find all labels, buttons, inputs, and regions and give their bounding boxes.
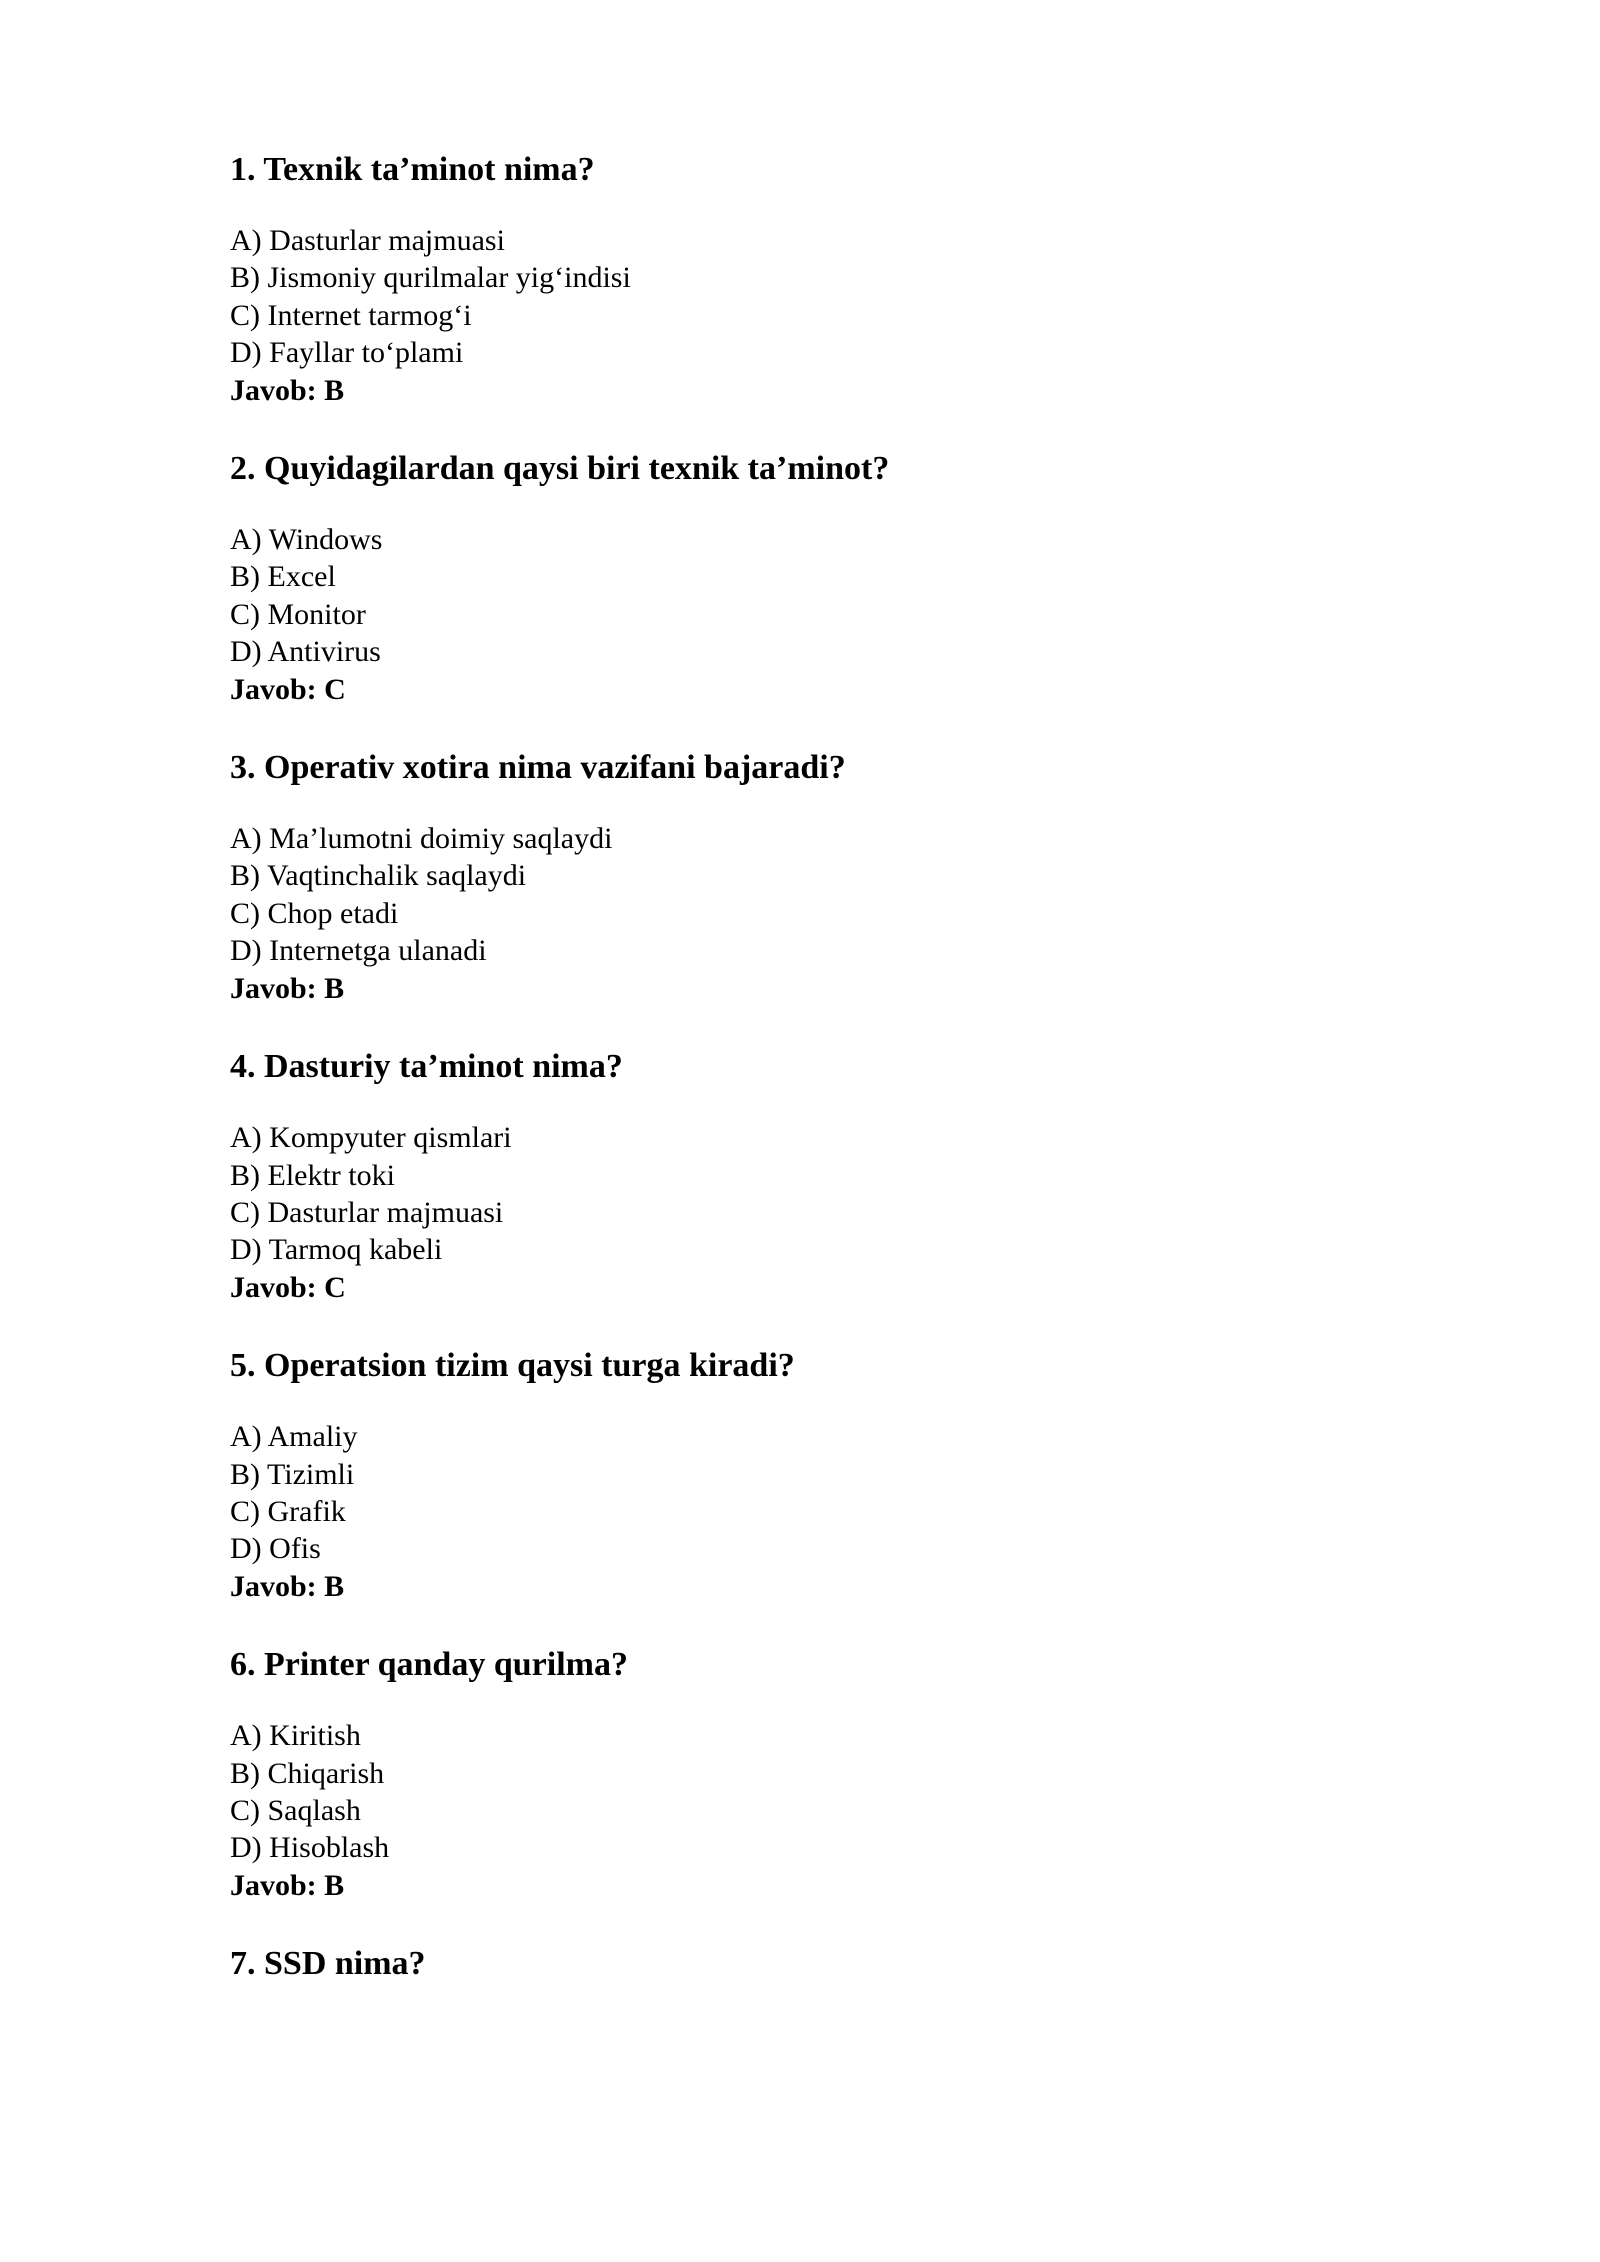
- option-d: D) Ofis: [230, 1532, 321, 1566]
- answer: Javob: B: [230, 971, 345, 1005]
- option-c: C) Dasturlar majmuasi: [230, 1195, 504, 1229]
- document-page: [230, 150, 1430, 2024]
- question-title: 4. Dasturiy ta’minot nima?: [230, 1048, 623, 1086]
- option-b: B) Jismoniy qurilmalar yig‘indisi: [230, 261, 631, 295]
- answer: Javob: C: [230, 672, 346, 706]
- answer: Javob: C: [230, 1270, 346, 1304]
- option-d: D) Tarmoq kabeli: [230, 1233, 443, 1267]
- question-title: 2. Quyidagilardan qaysi biri texnik ta’minot?: [230, 450, 890, 488]
- option-b: B) Excel: [230, 560, 336, 594]
- question-title: 6. Printer qanday qurilma?: [230, 1646, 628, 1684]
- option-c: C) Monitor: [230, 597, 366, 631]
- question-5: [230, 1346, 1430, 1605]
- answer: Javob: B: [230, 373, 345, 407]
- question-title: 5. Operatsion tizim qaysi turga kiradi?: [230, 1347, 795, 1385]
- question-3: [230, 748, 1430, 1007]
- option-c: C) Saqlash: [230, 1793, 361, 1827]
- question-4: [230, 1047, 1430, 1306]
- question-2: [230, 449, 1430, 708]
- option-b: B) Vaqtinchalik saqlaydi: [230, 859, 527, 893]
- option-d: D) Internetga ulanadi: [230, 934, 487, 968]
- question-title: 1. Texnik ta’minot nima?: [230, 151, 595, 188]
- option-c: C) Internet tarmog‘i: [230, 298, 472, 332]
- option-b: B) Tizimli: [230, 1457, 355, 1491]
- option-a: A) Dasturlar majmuasi: [230, 224, 505, 257]
- question-title: 7. SSD nima?: [230, 1945, 426, 1983]
- option-a: A) Windows: [230, 523, 383, 557]
- option-b: B) Elektr toki: [230, 1158, 395, 1192]
- option-b: B) Chiqarish: [230, 1756, 385, 1790]
- option-a: A) Amaliy: [230, 1420, 358, 1454]
- question-6: [230, 1645, 1430, 1904]
- question-1: [230, 150, 1430, 409]
- option-d: D) Fayllar to‘plami: [230, 336, 464, 370]
- answer: Javob: B: [230, 1569, 345, 1603]
- option-d: D) Antivirus: [230, 635, 381, 669]
- option-a: A) Kompyuter qismlari: [230, 1121, 512, 1155]
- option-a: A) Ma’lumotni doimiy saqlaydi: [230, 822, 613, 856]
- option-c: C) Grafik: [230, 1494, 346, 1528]
- question-7: [230, 1944, 1430, 1984]
- option-a: A) Kiritish: [230, 1719, 361, 1753]
- answer: Javob: B: [230, 1868, 345, 1902]
- option-c: C) Chop etadi: [230, 896, 399, 930]
- option-d: D) Hisoblash: [230, 1831, 390, 1865]
- question-title: 3. Operativ xotira nima vazifani bajaradi?: [230, 749, 846, 787]
